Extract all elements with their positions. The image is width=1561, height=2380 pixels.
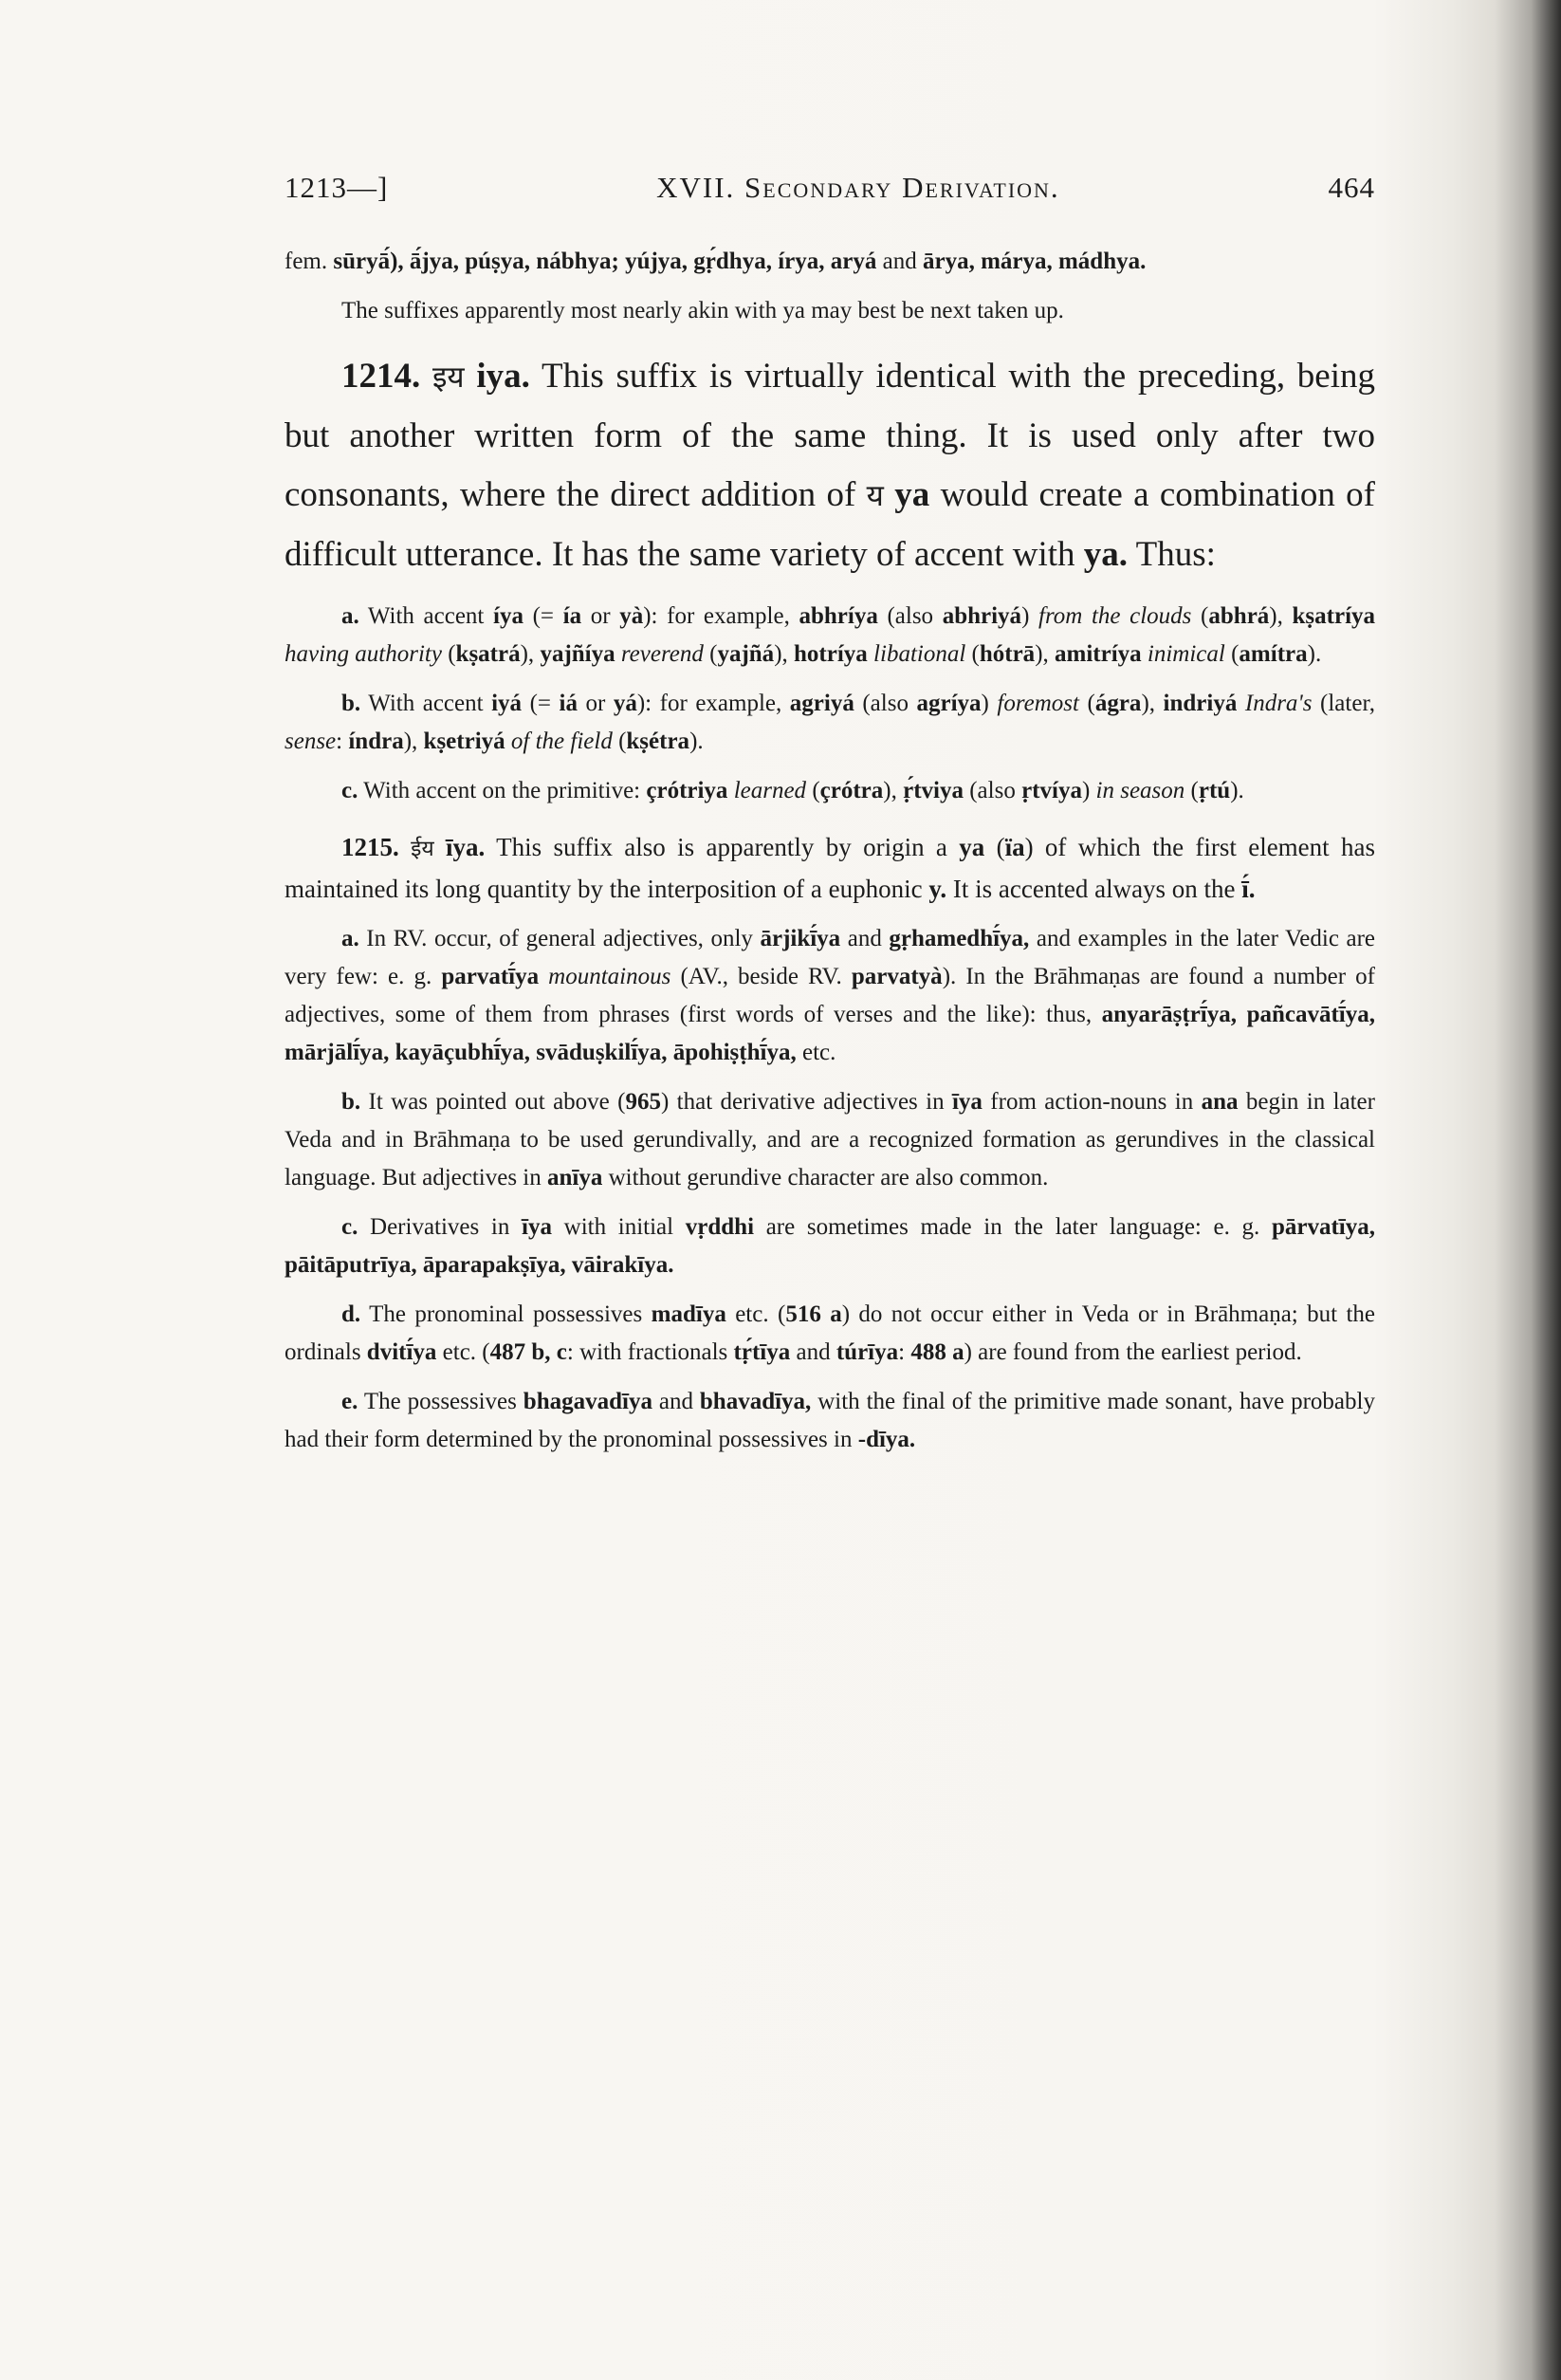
section-1215-a: a. In RV. occur, of general adjectives, only ārjikī́ya and gṛhamedhī́ya, and examples in the later Vedic are very few: e. g. parvatī́ya mountainous (AV., beside RV. parvatyà). In the Brāhmaṇas are found a number of adjectives, some of them from phrases (first words of verses and the like): thus, anyarāṣṭrī́ya, pañcavātī́ya, mārjālī́ya, kayāçubhī́ya, svāduṣkilī́ya, āpohiṣṭhī́ya, etc.	[285, 926, 1375, 1065]
paragraph-1213-continuation: fem. sūryā́), ā́jya, púṣya, nábhya; yújya, gṛ́dhya, írya, aryá and ārya, márya, mádhya.	[285, 249, 1147, 274]
section-1214-a: a. With accent íya (= ía or yà): for example, abhríya (also abhriyá) from the clouds (abhrá), kṣatríya having authority (kṣatrá), yajñíya reverend (yajñá), hotríya libational (hótrā), amitríya inimical (amítra).	[285, 603, 1376, 667]
cross-reference: 516 a	[785, 1301, 842, 1327]
cross-reference: 488 a	[910, 1339, 964, 1365]
page-number: 464	[1328, 171, 1375, 204]
section-1215-b: b. It was pointed out above (965) that derivative adjectives in īya from action-nouns in ana begin in later Veda and in Brāhmaṇa to be used gerundivally, and are a recognized formation as gerundives in the classical language. But adjectives in anīya without gerundive character are also common.	[285, 1089, 1375, 1190]
cross-reference: 487 b, c	[489, 1339, 567, 1365]
cross-reference: 965	[625, 1089, 661, 1115]
devanagari-suffix: इय	[432, 360, 465, 395]
section-number: 1215.	[341, 833, 399, 861]
section-1215: 1215. ईय īya. This suffix also is apparently by origin a ya (ïa) of which the first element has maintained its long quantity by the interposition of a euphonic y. It is accented always on the ī́.	[285, 833, 1375, 903]
book-binding-shadow	[1495, 0, 1561, 2380]
devanagari-suffix: ईय	[411, 837, 434, 861]
section-1215-c: c. Derivatives in īya with initial vṛddhi are sometimes made in the later language: e. g. pārvatīya, pāitāputrīya, āparapakṣīya, vāirakīya.	[285, 1214, 1376, 1278]
header-section-ref: 1213—]	[285, 171, 389, 204]
section-1214: 1214. इय iya. This suffix is virtually identical with the preceding, being but another written form of the same thing. It is used only after two consonants, where the direct addition of य ya would create a combination of difficult utterance. It has the same variety of accent with ya. Thus:	[285, 357, 1376, 574]
section-1215-d: d. The pronominal possessives madīya etc. (516 a) do not occur either in Veda or in Brāhmaṇa; but the ordinals dvitī́ya etc. (487 b, c: with fractionals tṛ́tīya and túrīya: 488 a) are found from the earliest period.	[285, 1301, 1376, 1365]
page-content	[285, 171, 1375, 1470]
running-header	[285, 171, 1375, 205]
header-title: XVII. Secondary Derivation.	[656, 171, 1060, 204]
section-1215-e: e. The possessives bhagavadīya and bhavadīya, with the final of the primitive made sonant, have probably had their form determined by the pronominal possessives in -dīya.	[285, 1389, 1375, 1452]
section-1214-b: b. With accent iyá (= iá or yá): for example, agriyá (also agríya) foremost (ágra), indriyá Indra's (later, sense: índra), kṣetriyá of the field (kṣétra).	[285, 691, 1376, 754]
section-number: 1214.	[341, 357, 421, 396]
section-1214-c: c. With accent on the primitive: çrótriya learned (çrótra), ṛ́tviya (also ṛtvíya) in season (ṛtú).	[341, 778, 1244, 803]
paragraph-transition: The suffixes apparently most nearly akin with ya may best be next taken up.	[341, 298, 1064, 323]
